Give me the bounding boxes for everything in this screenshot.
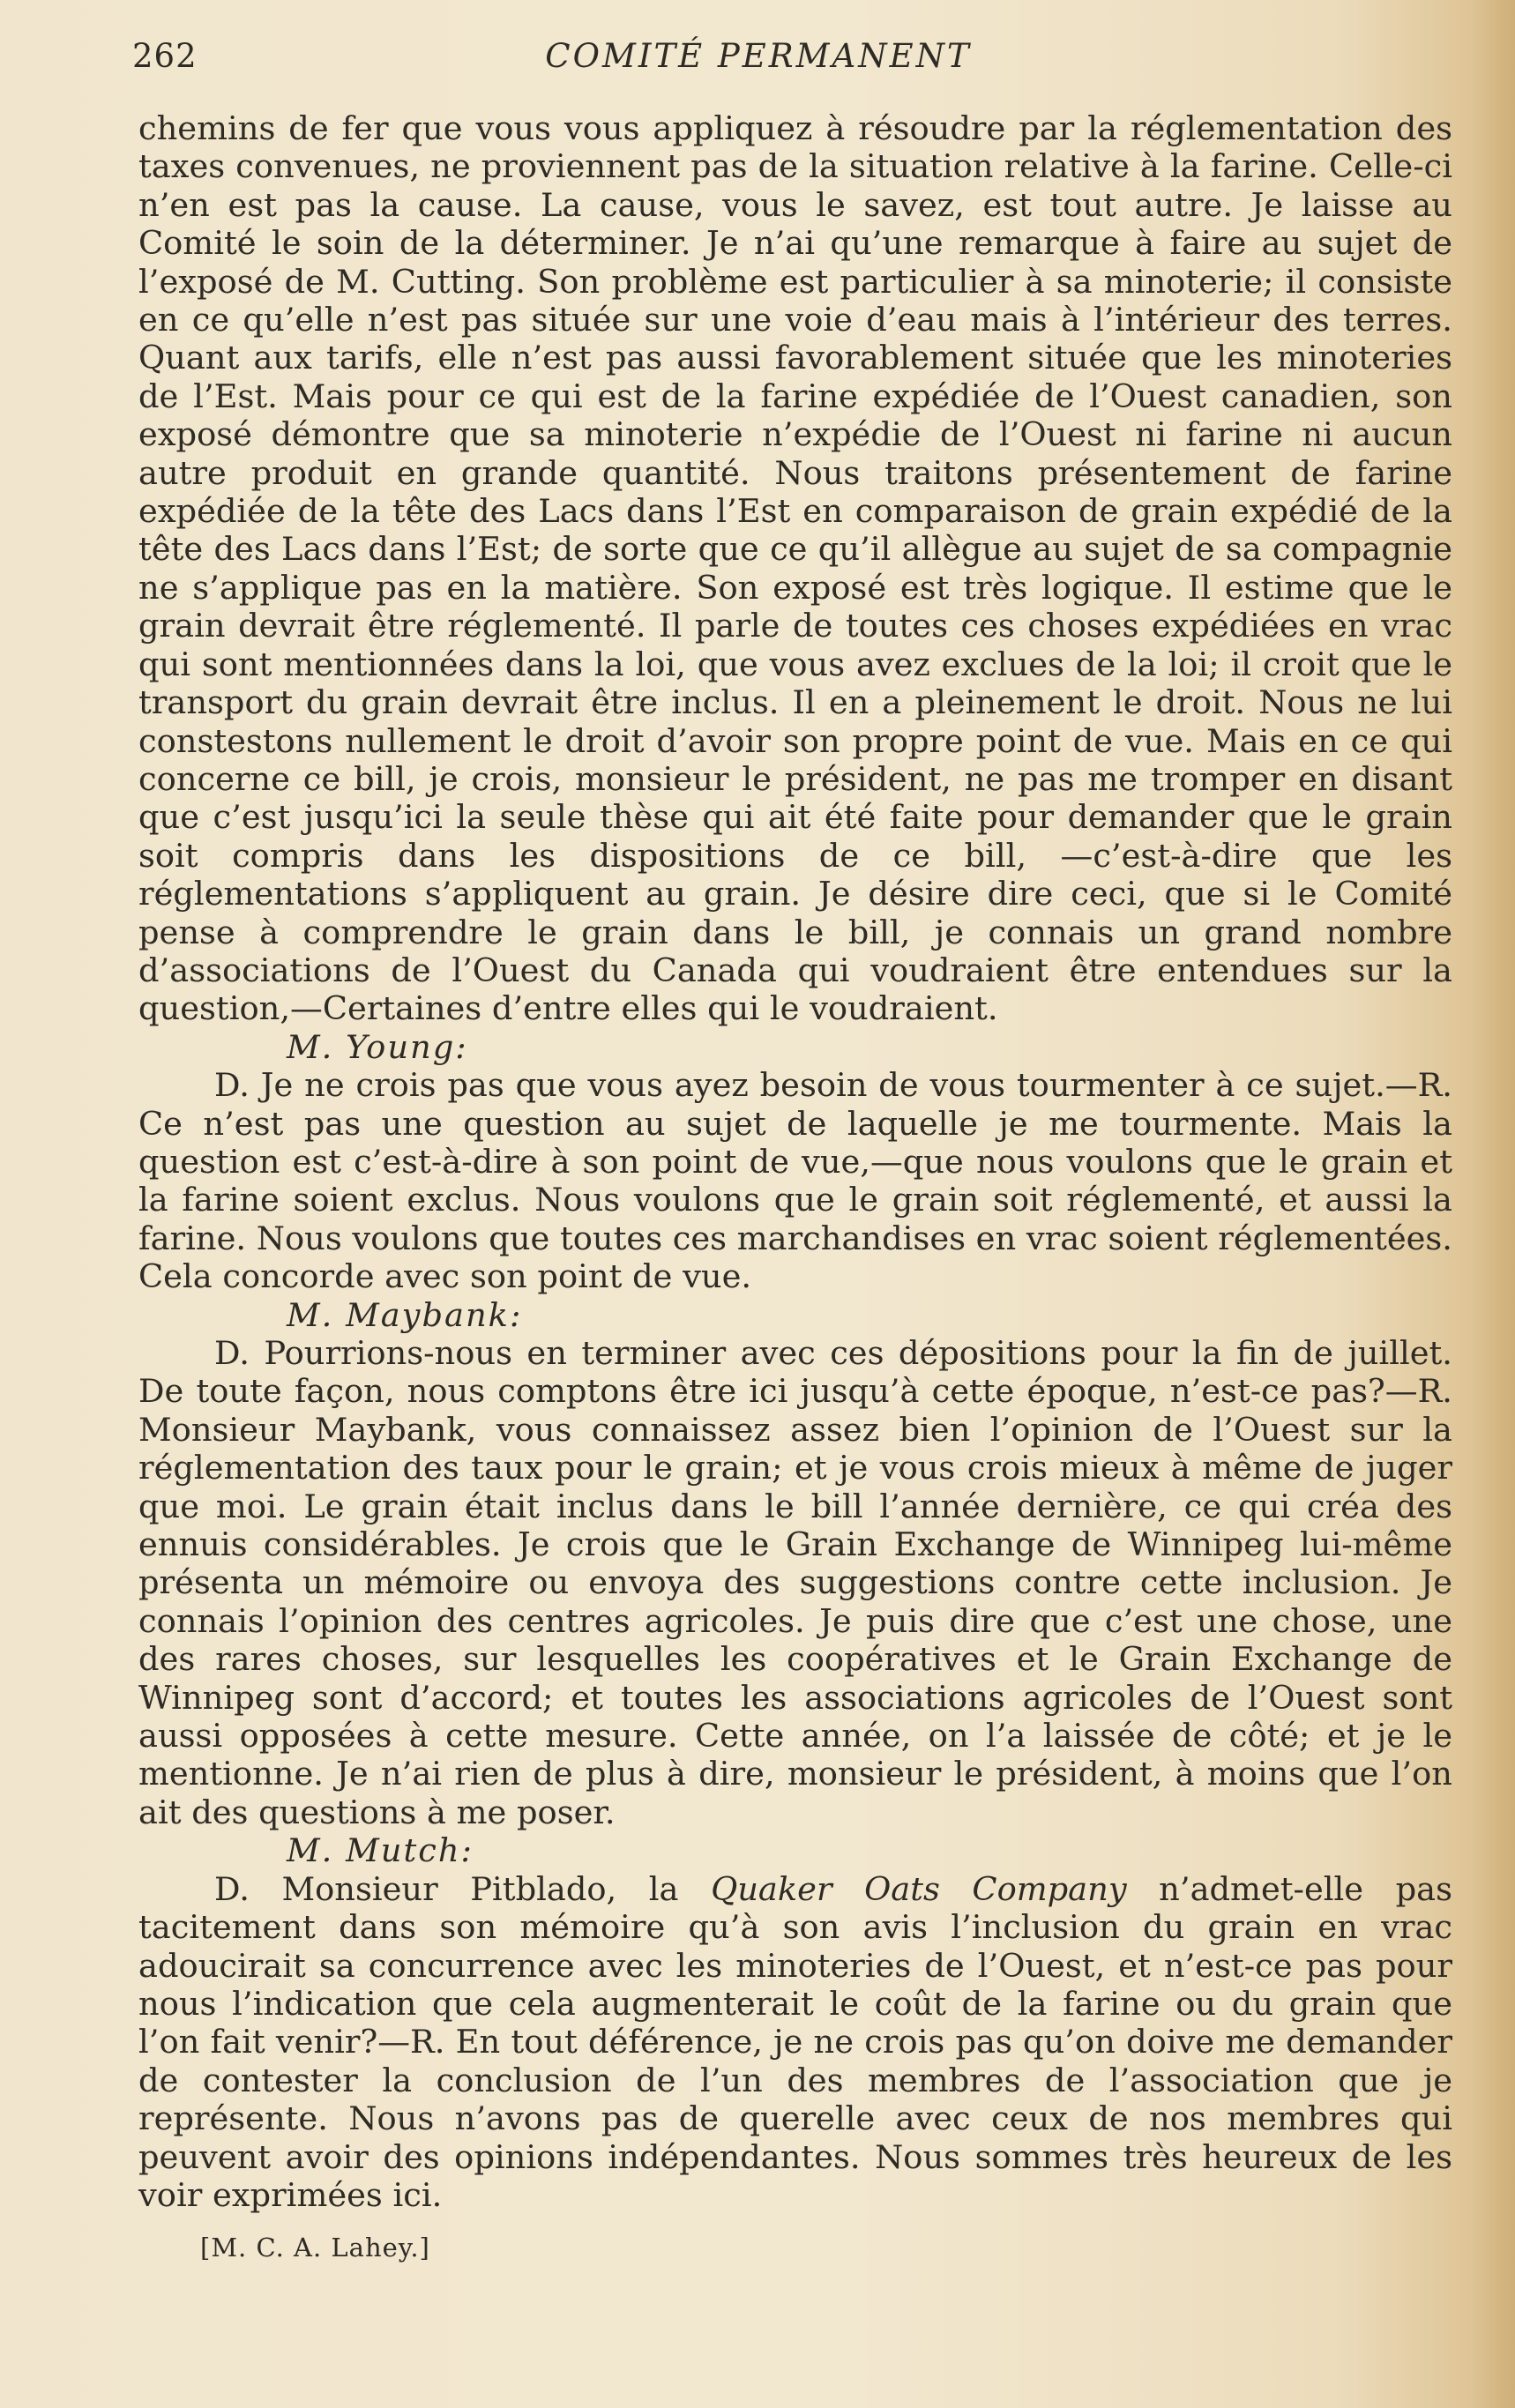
paragraph-young: D. Je ne crois pas que vous ayez besoin de vous tourmenter à ce sujet.—R. Ce n’est pas une question au sujet de laquelle je me tourmente. Mais la question est c’est-à-dire à son point de vue,—que nous voulons que le grain et la farine soient exclus. Nous voulons que le grain soit réglementé, et aussi la farine. Nous voulons que toutes ces marchandises en vrac soient réglementées. Cela concorde avec son point de vue. [138, 1066, 1452, 1296]
page-header [132, 37, 1384, 81]
paragraph-maybank: D. Pourrions-nous en terminer avec ces dépositions pour la fin de juillet. De toute façon, nous comptons être ici jusqu’à cette époque, n’est-ce pas?—R. Monsieur Maybank, vous connaissez assez bien l’opinion de l’Ouest sur la réglementation des taux pour le grain; et je vous crois mieux à même de juger que moi. Le grain était inclus dans le bill l’année dernière, ce qui créa des ennuis considérables. Je crois que le Grain Exchange de Winnipeg lui-même présenta un mémoire ou envoya des suggestions contre cette inclusion. Je connais l’opinion des centres agricoles. Je puis dire que c’est une chose, une des rares choses, sur lesquelles les coopératives et le Grain Exchange de Winnipeg sont d’accord; et toutes les associations agricoles de l’Ouest sont aussi opposées à cette mesure. Cette année, on l’a laissée de côté; et je le mentionne. Je n’ai rien de plus à dire, monsieur le président, à moins que l’on ait des questions à me poser. [138, 1334, 1452, 1831]
mutch-question-start: D. Monsieur Pitblado, la [214, 1869, 679, 1908]
running-title: COMITÉ PERMANENT [545, 37, 972, 75]
intro-paragraph: chemins de fer que vous vous appliquez à résoudre par la réglementation des taxes convenues, ne proviennent pas de la situation relative à la farine. Celle-ci n’en est pas la cause. La cause, vous le savez, est tout autre. Je laisse au Comité le soin de la déterminer. Je n’ai qu’une remarque à faire au sujet de l’exposé de M. Cutting. Son problème est particulier à sa minoterie; il consiste en ce qu’elle n’est pas située sur une voie d’eau mais à l’intérieur des terres. Quant aux tarifs, elle n’est pas aussi favorablement située que les minoteries de l’Est. Mais pour ce qui est de la farine expédiée de l’Ouest canadien, son exposé démontre que sa minoterie n’expédie de l’Ouest ni farine ni aucun autre produit en grande quantité. Nous traitons présentement de farine expédiée de la tête des Lacs dans l’Est en comparaison de grain expédié de la tête des Lacs dans l’Est; de sorte que ce qu’il allègue au sujet de sa compagnie ne s’applique pas en la matière. Son exposé est très logique. Il estime que le grain devrait être réglementé. Il parle de toutes ces choses expédiées en vrac qui sont mentionnées dans la loi, que vous avez exclues de la loi; il croit que le transport du grain devrait être inclus. Il en a pleinement le droit. Nous ne lui constestons nullement le droit d’avoir son propre point de vue. Mais en ce qui concerne ce bill, je crois, monsieur le président, ne pas me tromper en disant que c’est jusqu’ici la seule thèse qui ait été faite pour demander que le grain soit compris dans les dispositions de ce bill, —c’est-à-dire que les réglementations s’appliquent au grain. Je désire dire ceci, que si le Comité pense à comprendre le grain dans le bill, je connais un grand nombre d’associations de l’Ouest du Canada qui voudraient être entendues sur la question,—Certaines d’entre elles qui le voudraient. [138, 109, 1452, 1028]
page-body [138, 109, 1452, 2263]
speaker-maybank: M. Maybank: [287, 1295, 523, 1334]
speaker-mutch: M. Mutch: [287, 1831, 474, 1870]
paragraph-mutch [138, 1870, 1452, 2215]
page-number: 262 [132, 37, 198, 75]
speaker-young: M. Young: [287, 1027, 468, 1066]
company-name: Quaker Oats Company [711, 1869, 1127, 1908]
witness-attribution: [M. C. A. Lahey.] [200, 2233, 430, 2263]
mutch-question-rest: n’admet-elle pas tacitement dans son mémoire qu’à son avis l’inclusion du grain en vrac adoucirait sa concurrence avec les minoteries de l’Ouest, et n’est-ce pas pour nous l’indication que cela augmenterait le coût de la farine ou du grain que l’on fait venir?—R. En tout déférence, je ne crois pas qu’on doive me demander de contester la conclusion de l’un des membres de l’association que je représente. Nous n’avons pas de querelle avec ceux de nos membres qui peuvent avoir des opinions indépendantes. Nous sommes très heureux de les voir exprimées ici. [138, 1869, 1452, 2214]
